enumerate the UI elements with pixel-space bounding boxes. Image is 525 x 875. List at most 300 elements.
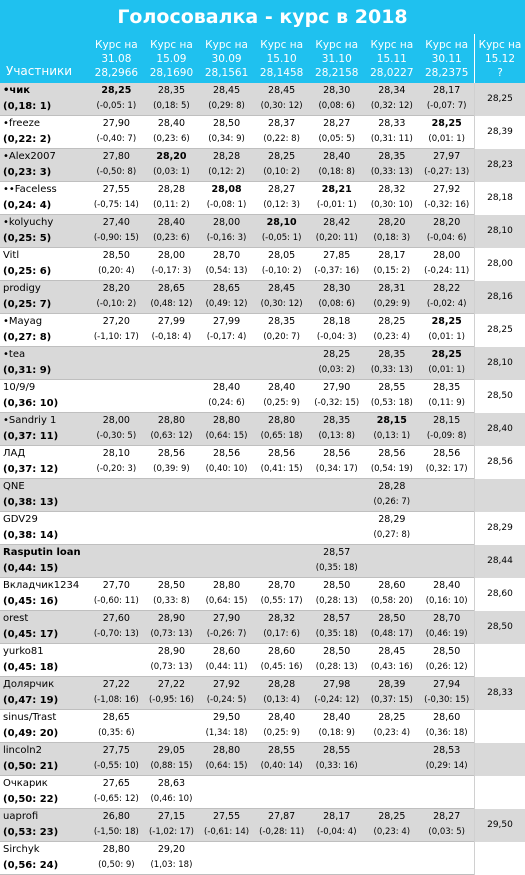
- deviation-text: (0,39: 9): [153, 464, 190, 474]
- forecast-deviation: [254, 165, 309, 182]
- deviation-text: (-0,50: 8): [96, 167, 137, 177]
- forecast-deviation: [419, 429, 474, 446]
- column-header-line: 15.10: [266, 53, 297, 65]
- forecast-rate: 28,25: [323, 349, 351, 360]
- participant-name: 10/9/9: [0, 380, 89, 397]
- column-header-line: ?: [497, 67, 503, 79]
- column-header-4: [254, 34, 309, 83]
- deviation-text: (-0,26: 7): [206, 629, 247, 639]
- forecast-deviation: [144, 792, 199, 809]
- forecast-deviation: [199, 165, 254, 182]
- forecast-rate: 28,17: [378, 250, 406, 261]
- forecast-rate: 28,35: [378, 151, 406, 162]
- participant-score: (0,56: 24): [0, 858, 89, 875]
- column-header-2: [144, 34, 199, 83]
- deviation-text: (0,20: 4): [98, 266, 135, 276]
- forecast-value: [309, 710, 364, 727]
- deviation-text: (-0,20: 3): [96, 464, 137, 474]
- forecast-value: [89, 83, 144, 99]
- forecast-rate: 28,25: [431, 316, 462, 327]
- forecast-value: [254, 215, 309, 232]
- forecast-deviation: [199, 627, 254, 644]
- deviation-text: (0,23: 4): [373, 728, 411, 738]
- deviation-text: (0,50: 9): [98, 860, 135, 870]
- forecast-value: [199, 281, 254, 298]
- forecast-value: [364, 644, 419, 661]
- forecast-rate: 28,00: [433, 250, 461, 261]
- forecast-value: [364, 479, 419, 496]
- forecast-value: [144, 83, 199, 99]
- forecast-rate: 28,17: [323, 811, 351, 822]
- forecast-rate: 28,56: [433, 448, 461, 459]
- forecast-rate: 28,21: [321, 184, 352, 195]
- forecast-rate: 29,20: [157, 844, 186, 855]
- forecast-value: [199, 248, 254, 265]
- forecast-value: [254, 314, 309, 331]
- forecast-rate: 28,80: [102, 844, 130, 855]
- forecast-value: [364, 776, 419, 793]
- deviation-text: (0,37: 15): [370, 695, 413, 705]
- forecast-deviation: [364, 528, 419, 545]
- deviation-text: (-0,10: 2): [96, 299, 137, 309]
- forecast-value: [144, 644, 199, 661]
- deviation-text: (0,28: 13): [315, 662, 358, 672]
- deviation-text: (0,11: 2): [153, 200, 190, 210]
- forecast-rate: 28,32: [378, 184, 406, 195]
- forecast-rate: 29,50: [212, 712, 241, 723]
- deviation-text: (0,53: 18): [370, 398, 413, 408]
- deviation-text: (0,12: 2): [208, 167, 245, 177]
- forecast-rate: 27,22: [157, 679, 186, 690]
- forecast-value: [89, 776, 144, 793]
- deviation-text: (0,23: 6): [153, 233, 190, 243]
- deviation-text: (-0,17: 3): [151, 266, 192, 276]
- forecast-rate: 28,45: [378, 646, 406, 657]
- forecast-deviation: [199, 132, 254, 149]
- column-header-line: 28,2158: [315, 67, 359, 79]
- table-row-secondary: [0, 726, 525, 743]
- forecast-rate: 28,20: [433, 217, 461, 228]
- deviation-text: (0,46: 19): [425, 629, 468, 639]
- table-row-secondary: [0, 132, 525, 149]
- forecast-value: [254, 347, 309, 364]
- forecast-deviation: [364, 561, 419, 578]
- column-header-line: 15.09: [156, 53, 187, 65]
- prediction-value: 28,56: [474, 446, 525, 479]
- forecast-deviation: [419, 330, 474, 347]
- deviation-text: (0,13: 4): [263, 695, 300, 705]
- forecast-deviation: [364, 693, 419, 710]
- deviation-text: (0,40: 10): [205, 464, 248, 474]
- forecast-rate: 28,57: [323, 547, 351, 558]
- forecast-value: [364, 842, 419, 859]
- forecast-rate: 28,65: [102, 712, 130, 723]
- forecast-value: [89, 215, 144, 232]
- forecast-value: [309, 281, 364, 298]
- forecast-rate: 28,90: [157, 646, 186, 657]
- forecast-value: [89, 611, 144, 628]
- forecast-rate: 28,60: [212, 646, 241, 657]
- forecast-rate: 28,35: [433, 382, 461, 393]
- forecast-value: [199, 215, 254, 232]
- forecast-value: [254, 512, 309, 529]
- forecast-deviation: [419, 858, 474, 875]
- deviation-text: (0,13: 1): [373, 431, 411, 441]
- column-header-line: 15.11: [376, 53, 407, 65]
- forecast-deviation: [309, 297, 364, 314]
- deviation-text: (-0,17: 4): [206, 332, 247, 342]
- participant-score: (0,37: 11): [0, 429, 89, 446]
- forecast-rate: 28,55: [323, 745, 351, 756]
- table-body: [0, 83, 525, 875]
- prediction-value: 28,25: [474, 83, 525, 116]
- table-row-secondary: [0, 792, 525, 809]
- deviation-text: (0,41: 15): [260, 464, 303, 474]
- forecast-deviation: [364, 759, 419, 776]
- forecast-deviation: [309, 330, 364, 347]
- forecast-value: [419, 611, 474, 628]
- forecast-deviation: [254, 627, 309, 644]
- forecast-deviation: [419, 198, 474, 215]
- forecast-value: [144, 182, 199, 199]
- forecast-deviation: [309, 462, 364, 479]
- forecast-deviation: [419, 594, 474, 611]
- table-row: [0, 347, 525, 364]
- forecast-value: [144, 149, 199, 166]
- forecast-value: [419, 182, 474, 199]
- forecast-deviation: [89, 297, 144, 314]
- forecast-value: [364, 743, 419, 760]
- table-row-secondary: [0, 165, 525, 182]
- forecast-deviation: [364, 297, 419, 314]
- forecast-rate: 28,28: [157, 184, 186, 195]
- deviation-text: (-0,90: 15): [93, 233, 139, 243]
- forecast-value: [419, 347, 474, 364]
- column-header-line: 31.10: [321, 53, 352, 65]
- forecast-rate: 27,99: [157, 316, 186, 327]
- forecast-deviation: [144, 198, 199, 215]
- forecast-rate: 28,40: [212, 382, 241, 393]
- table-row: [0, 809, 525, 826]
- forecast-value: [309, 446, 364, 463]
- forecast-deviation: [199, 198, 254, 215]
- forecast-value: [144, 776, 199, 793]
- prediction-value: 28,18: [474, 182, 525, 215]
- forecast-rate: 28,20: [378, 217, 406, 228]
- forecast-rate: 28,63: [157, 778, 186, 789]
- forecast-value: [419, 644, 474, 661]
- forecast-rate: 28,25: [378, 712, 406, 723]
- forecast-deviation: [254, 528, 309, 545]
- forecast-rate: 28,35: [157, 85, 186, 96]
- forecast-rate: 28,15: [376, 415, 407, 426]
- prediction-value: 28,10: [474, 215, 525, 248]
- forecast-rate: 28,80: [212, 745, 241, 756]
- forecast-value: [309, 116, 364, 133]
- forecast-rate: 28,70: [212, 250, 241, 261]
- deviation-text: (0,03: 5): [428, 827, 465, 837]
- table-row: [0, 215, 525, 232]
- forecast-deviation: [419, 297, 474, 314]
- deviation-text: (0,22: 8): [263, 134, 300, 144]
- forecast-deviation: [89, 528, 144, 545]
- deviation-text: (-0,02: 4): [426, 299, 467, 309]
- forecast-rate: 28,00: [157, 250, 186, 261]
- forecast-value: [89, 182, 144, 199]
- table-row-secondary: [0, 495, 525, 512]
- table-row-secondary: [0, 825, 525, 842]
- table-row: [0, 545, 525, 562]
- participant-score: (0,36: 10): [0, 396, 89, 413]
- participant-score: (0,22: 2): [0, 132, 89, 149]
- forecast-deviation: [144, 528, 199, 545]
- forecast-value: [89, 347, 144, 364]
- forecast-value: [364, 710, 419, 727]
- prediction-value: 28,39: [474, 116, 525, 149]
- prediction-value: 28,23: [474, 149, 525, 182]
- forecast-value: [309, 743, 364, 760]
- forecast-value: [144, 710, 199, 727]
- deviation-text: (-0,32: 16): [424, 200, 470, 210]
- participant-name: Вкладчик1234: [0, 578, 89, 595]
- forecast-value: [364, 512, 419, 529]
- deviation-text: (-1,02: 17): [148, 827, 194, 837]
- forecast-value: [199, 710, 254, 727]
- forecast-rate: 28,70: [268, 580, 296, 591]
- deviation-text: (0,29: 14): [425, 761, 468, 771]
- table-row-secondary: [0, 594, 525, 611]
- table-row-secondary: [0, 396, 525, 413]
- forecast-value: [89, 116, 144, 133]
- forecast-value: [364, 116, 419, 133]
- deviation-text: (0,73: 13): [150, 629, 193, 639]
- forecast-rate: 28,40: [323, 151, 351, 162]
- forecast-value: [144, 479, 199, 496]
- prediction-value: 29,50: [474, 809, 525, 842]
- table-row-secondary: [0, 693, 525, 710]
- deviation-text: (0,08: 6): [318, 299, 355, 309]
- table-row: [0, 149, 525, 166]
- table-row: [0, 611, 525, 628]
- forecast-rate: 28,53: [433, 745, 461, 756]
- forecast-value: [199, 545, 254, 562]
- deviation-text: (-0,04: 3): [316, 332, 357, 342]
- forecast-value: [419, 578, 474, 595]
- forecast-rate: 26,80: [102, 811, 130, 822]
- forecast-deviation: [364, 462, 419, 479]
- forecast-value: [364, 611, 419, 628]
- forecast-value: [199, 512, 254, 529]
- deviation-text: (0,65: 18): [260, 431, 303, 441]
- forecast-value: [309, 611, 364, 628]
- forecast-value: [199, 842, 254, 859]
- forecast-value: [309, 677, 364, 694]
- forecast-value: [89, 248, 144, 265]
- forecast-deviation: [144, 363, 199, 380]
- forecast-value: [199, 446, 254, 463]
- participant-name: •kolyuchy: [0, 215, 89, 232]
- forecast-value: [309, 347, 364, 364]
- forecast-deviation: [199, 297, 254, 314]
- forecast-rate: 28,08: [211, 184, 242, 195]
- participants-header: Участники: [0, 34, 89, 83]
- column-header-line: 28,1458: [259, 67, 304, 79]
- prediction-value: 28,16: [474, 281, 525, 314]
- forecast-deviation: [144, 693, 199, 710]
- deviation-text: (0,35: 6): [98, 728, 135, 738]
- deviation-text: (0,24: 6): [208, 398, 245, 408]
- forecast-rate: 27,90: [102, 118, 130, 129]
- forecast-deviation: [364, 264, 419, 281]
- forecast-deviation: [144, 231, 199, 248]
- forecast-value: [144, 347, 199, 364]
- prediction-value: [474, 710, 525, 743]
- forecast-value: [254, 380, 309, 397]
- participant-score: (0,44: 15): [0, 561, 89, 578]
- forecast-value: [419, 248, 474, 265]
- forecast-deviation: [364, 858, 419, 875]
- forecast-deviation: [89, 132, 144, 149]
- forecast-rate: 28,27: [323, 118, 351, 129]
- forecast-deviation: [309, 165, 364, 182]
- forecast-rate: 28,80: [212, 415, 241, 426]
- forecast-deviation: [144, 594, 199, 611]
- forecast-deviation: [309, 231, 364, 248]
- forecast-deviation: [89, 594, 144, 611]
- forecast-rate: 27,90: [212, 613, 241, 624]
- participant-score: (0,25: 7): [0, 297, 89, 314]
- table-row-secondary: [0, 264, 525, 281]
- forecast-value: [364, 545, 419, 562]
- forecast-rate: 28,42: [323, 217, 351, 228]
- forecast-rate: 28,39: [378, 679, 406, 690]
- forecast-value: [89, 380, 144, 397]
- table-row-secondary: [0, 627, 525, 644]
- forecast-rate: 27,55: [102, 184, 130, 195]
- forecast-value: [89, 281, 144, 298]
- forecast-deviation: [144, 462, 199, 479]
- forecast-rate: 27,99: [212, 316, 241, 327]
- participant-score: (0,37: 12): [0, 462, 89, 479]
- forecast-deviation: [309, 198, 364, 215]
- deviation-text: (0,08: 6): [318, 101, 355, 111]
- forecast-value: [199, 578, 254, 595]
- forecast-value: [419, 281, 474, 298]
- forecast-value: [419, 677, 474, 694]
- deviation-text: (0,11: 9): [428, 398, 465, 408]
- voting-table: [0, 34, 525, 875]
- forecast-value: [309, 182, 364, 199]
- deviation-text: (-0,04: 6): [426, 233, 467, 243]
- forecast-value: [199, 479, 254, 496]
- forecast-value: [144, 677, 199, 694]
- deviation-text: (-0,09: 8): [426, 431, 467, 441]
- table-row: [0, 83, 525, 99]
- forecast-deviation: [419, 132, 474, 149]
- forecast-rate: 28,29: [378, 514, 406, 525]
- forecast-deviation: [199, 396, 254, 413]
- participant-name: ЛАД: [0, 446, 89, 463]
- forecast-rate: 28,40: [323, 712, 351, 723]
- page-title: Голосовалка - курс в 2018: [0, 0, 525, 34]
- forecast-value: [309, 413, 364, 430]
- column-header-6: [364, 34, 419, 83]
- deviation-text: (-1,08: 16): [93, 695, 139, 705]
- table-row: [0, 644, 525, 661]
- forecast-value: [309, 842, 364, 859]
- deviation-text: (-0,16: 3): [206, 233, 247, 243]
- forecast-deviation: [144, 495, 199, 512]
- prediction-value: 28,44: [474, 545, 525, 578]
- forecast-rate: 28,20: [156, 151, 187, 162]
- forecast-value: [364, 677, 419, 694]
- deviation-text: (0,20: 11): [315, 233, 358, 243]
- table-row-secondary: [0, 759, 525, 776]
- deviation-text: (-0,61: 14): [204, 827, 250, 837]
- deviation-text: (0,64: 15): [205, 431, 248, 441]
- forecast-deviation: [89, 264, 144, 281]
- forecast-deviation: [89, 330, 144, 347]
- deviation-text: (0,29: 9): [373, 299, 411, 309]
- deviation-text: (-0,27: 13): [424, 167, 470, 177]
- column-header-line: Курс на: [478, 39, 522, 51]
- forecast-value: [419, 116, 474, 133]
- forecast-rate: 28,57: [323, 613, 351, 624]
- forecast-value: [144, 809, 199, 826]
- forecast-rate: 28,28: [378, 481, 406, 492]
- participant-score: (0,53: 23): [0, 825, 89, 842]
- forecast-value: [364, 809, 419, 826]
- forecast-rate: 28,80: [157, 415, 186, 426]
- forecast-deviation: [89, 726, 144, 743]
- deviation-text: (0,16: 10): [425, 596, 468, 606]
- forecast-deviation: [199, 231, 254, 248]
- table-row-secondary: [0, 231, 525, 248]
- forecast-value: [254, 644, 309, 661]
- deviation-text: (0,18: 3): [373, 233, 411, 243]
- forecast-deviation: [254, 858, 309, 875]
- forecast-value: [144, 380, 199, 397]
- forecast-deviation: [309, 99, 364, 116]
- prediction-value: [474, 479, 525, 512]
- forecast-rate: 28,50: [323, 646, 351, 657]
- forecast-deviation: [199, 429, 254, 446]
- forecast-deviation: [199, 462, 254, 479]
- forecast-value: [89, 149, 144, 166]
- column-header-line: 28,1690: [149, 67, 194, 79]
- forecast-rate: 27,22: [102, 679, 130, 690]
- forecast-rate: 28,40: [157, 118, 186, 129]
- forecast-rate: 28,25: [431, 349, 462, 360]
- forecast-value: [199, 347, 254, 364]
- forecast-deviation: [144, 858, 199, 875]
- table-row: [0, 116, 525, 133]
- forecast-deviation: [199, 759, 254, 776]
- participant-name: GDV29: [0, 512, 89, 529]
- forecast-value: [89, 842, 144, 859]
- forecast-value: [89, 710, 144, 727]
- forecast-value: [254, 479, 309, 496]
- deviation-text: (-0,75: 14): [93, 200, 139, 210]
- forecast-deviation: [199, 825, 254, 842]
- forecast-deviation: [144, 396, 199, 413]
- forecast-deviation: [199, 693, 254, 710]
- table-row-secondary: [0, 363, 525, 380]
- participant-name: Долярчик: [0, 677, 89, 694]
- forecast-value: [254, 413, 309, 430]
- deviation-text: (0,46: 10): [150, 794, 193, 804]
- forecast-rate: 28,56: [323, 448, 351, 459]
